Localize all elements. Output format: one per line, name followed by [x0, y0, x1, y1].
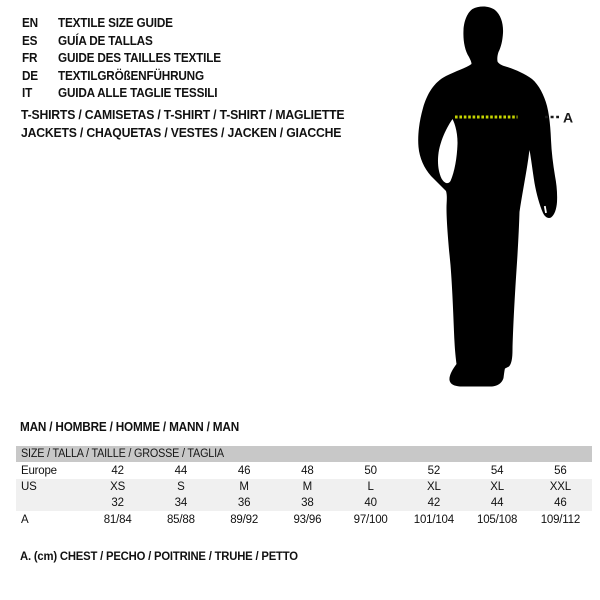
size-cell: 56 — [554, 464, 567, 477]
size-cell: 93/96 — [293, 513, 322, 526]
size-cell: 85/88 — [166, 513, 195, 526]
language-code: DE — [22, 68, 38, 83]
language-label: GUIDE DES TAILLES TEXTILE — [58, 51, 221, 65]
table-row-chest — [16, 511, 592, 528]
category-line-tshirts: T-SHIRTS / CAMISETAS / T-SHIRT / T-SHIRT / MAGLIETTE — [21, 107, 345, 122]
size-cell: 52 — [427, 464, 441, 477]
size-table — [16, 446, 592, 528]
footnote — [20, 549, 316, 563]
table-row-numeric — [16, 495, 592, 511]
size-cell: XL — [490, 481, 504, 493]
language-list — [22, 15, 231, 103]
size-cell: 34 — [174, 497, 188, 509]
size-cell: XS — [110, 481, 126, 493]
size-cell: XXL — [549, 481, 571, 493]
size-cell: 46 — [237, 464, 251, 477]
language-row — [22, 33, 231, 51]
size-cell: 97/100 — [353, 513, 388, 526]
section-title-text: MAN / HOMBRE / HOMME / MANN / MAN — [20, 420, 240, 434]
language-row — [22, 50, 231, 68]
size-cell: 101/104 — [413, 513, 454, 526]
size-cell: 42 — [427, 497, 441, 509]
language-row — [22, 15, 231, 33]
size-cell: 44 — [174, 464, 188, 477]
size-cell: 109/112 — [540, 513, 581, 526]
size-cell: 48 — [301, 464, 314, 477]
size-cell: M — [239, 481, 249, 493]
footnote-text: A. (cm) CHEST / PECHO / POITRINE / TRUHE / PETTO — [20, 549, 298, 563]
table-row-europe — [16, 462, 592, 479]
size-cell: 54 — [490, 464, 504, 477]
size-table-header — [16, 446, 592, 462]
size-cell: 42 — [111, 464, 124, 477]
size-cell: M — [302, 481, 313, 493]
language-row — [22, 68, 231, 86]
row-label: Europe — [21, 464, 57, 477]
size-cell: 32 — [111, 497, 124, 509]
size-cell: L — [367, 481, 374, 493]
table-row-us — [16, 479, 592, 495]
man-silhouette — [418, 6, 557, 386]
size-cell: 105/108 — [477, 513, 518, 526]
language-code: EN — [22, 16, 38, 30]
man-figure — [390, 0, 600, 400]
category-block — [21, 106, 365, 142]
size-cell: 89/92 — [230, 513, 259, 526]
language-code: IT — [22, 86, 33, 100]
size-cell: 38 — [301, 497, 314, 509]
size-cell: XL — [427, 481, 441, 493]
size-cell: 36 — [237, 497, 251, 509]
size-cell: 40 — [364, 497, 377, 509]
language-label: TEXTILGRÖßENFÜHRUNG — [58, 68, 204, 83]
size-cell: 44 — [490, 497, 504, 509]
row-label: US — [21, 481, 37, 493]
size-table-header-text: SIZE / TALLA / TAILLE / GRÖSSE / TAGLIA — [21, 448, 224, 460]
language-label: TEXTILE SIZE GUIDE — [58, 16, 173, 30]
chest-measure-label: A — [563, 109, 574, 126]
section-title — [20, 420, 253, 435]
row-label: A — [21, 513, 29, 526]
language-code: ES — [22, 33, 38, 48]
size-cell: 50 — [364, 464, 377, 477]
size-cell: 46 — [554, 497, 567, 509]
language-label: GUIDA ALLE TAGLIE TESSILI — [58, 86, 218, 100]
language-label: GUÍA DE TALLAS — [58, 33, 153, 48]
language-row — [22, 85, 231, 103]
language-code: FR — [22, 51, 38, 65]
category-line-jackets: JACKETS / CHAQUETAS / VESTES / JACKEN / GIACCHE — [21, 125, 342, 140]
size-cell: 81/84 — [103, 513, 132, 526]
man-silhouette-svg — [390, 0, 600, 400]
size-cell: S — [177, 481, 185, 493]
